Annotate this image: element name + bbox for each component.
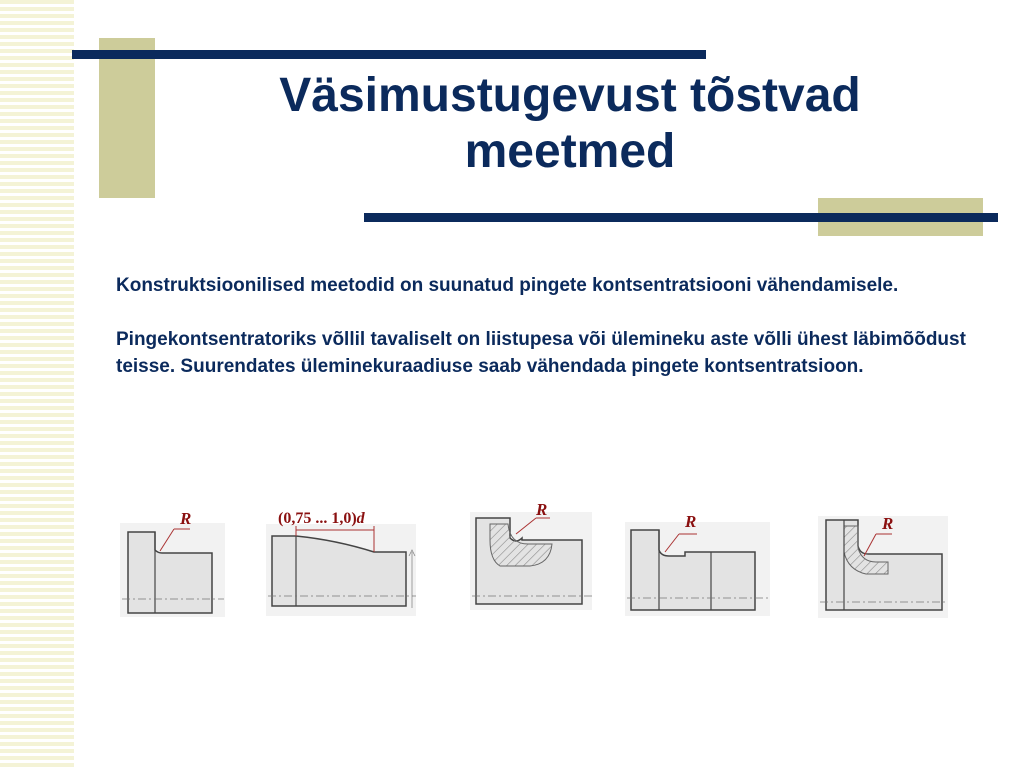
shaft-step-small-radius-drawing xyxy=(120,505,230,617)
figure-step-relief xyxy=(625,510,775,616)
paragraph-2: Pingekontsentratoriks võllil tavaliselt on liistupesa või ülemineku aste võlli ühest läbimõõdust teisse. Suurendates üleminekuraadiuse saab vähendada pingete kontsentratsioon. xyxy=(116,329,966,377)
radius-label-1: R xyxy=(180,509,192,528)
title-line-1: Väsimustugevust tõstvad xyxy=(279,69,861,122)
radius-label-3: R xyxy=(536,500,548,519)
title-line-2: meetmed xyxy=(464,125,676,178)
figure-long-transition xyxy=(266,508,426,616)
undercut-groove-drawing xyxy=(470,500,595,612)
ratio-label: (0,75 ... 1,0) xyxy=(278,510,357,527)
figure-small-radius xyxy=(120,505,230,617)
radius-label-5: R xyxy=(882,514,894,533)
diameter-label: d xyxy=(356,510,365,527)
shaft-step-relief-drawing xyxy=(625,510,775,616)
decorative-stripes xyxy=(0,0,74,768)
figure-undercut-groove xyxy=(470,500,595,612)
accent-block-top xyxy=(99,38,155,198)
paragraph-1: Konstruktsioonilised meetodid on suunatud pingete kontsentratsiooni vähendamisele. xyxy=(116,275,899,296)
figure-hatched-fillet xyxy=(818,512,953,618)
slide-title xyxy=(150,68,990,180)
accent-bar-bottom xyxy=(364,213,998,222)
radius-label-4: R xyxy=(685,512,697,531)
slide-body xyxy=(116,272,976,407)
accent-bar-top xyxy=(72,50,706,59)
transition-length-label xyxy=(278,510,365,528)
